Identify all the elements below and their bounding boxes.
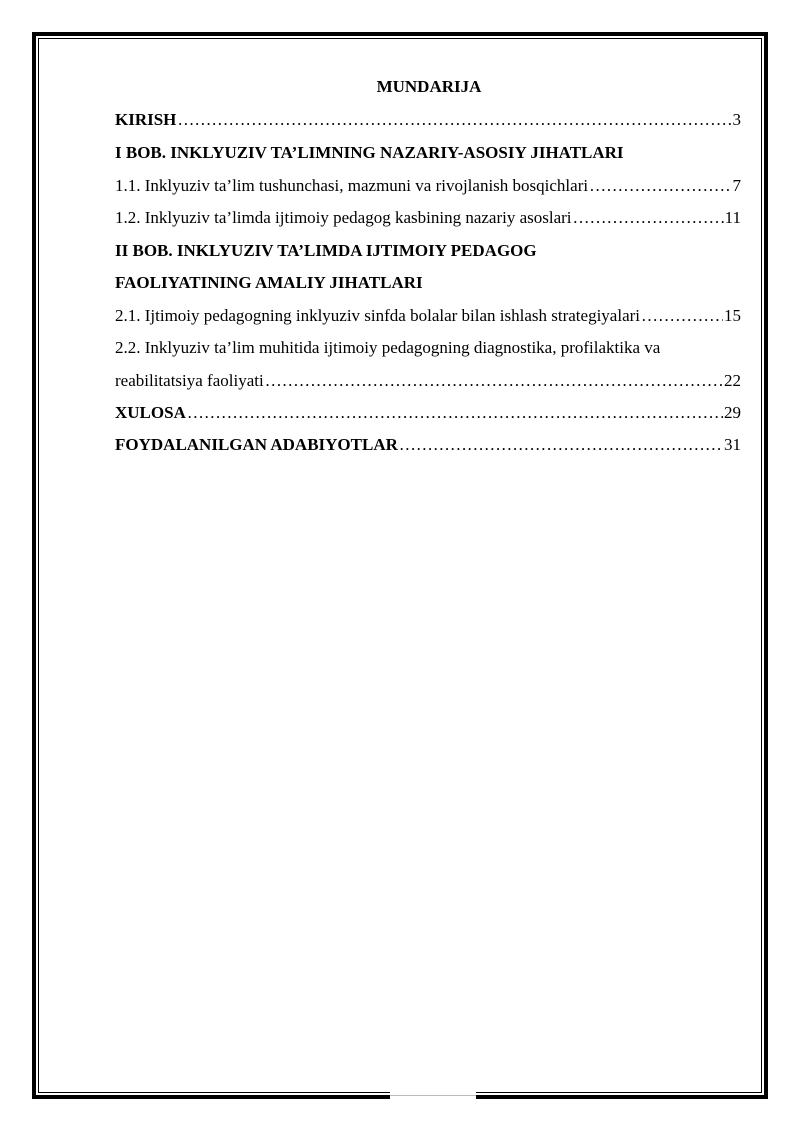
page-title: MUNDARIJA [376,77,482,96]
toc-chapter-2-line-1[interactable]: II BOB. INKLYUZIV TA’LIMDA IJTIMOIY PEDAGOG [115,241,537,260]
toc-chapter-2-line-2[interactable]: FAOLIYATINING AMALIY JIHATLARI [115,273,423,292]
toc-entry-page: 11 [724,208,741,227]
border-gap [390,1090,476,1102]
dot-leader [399,434,723,456]
toc-entry-label: 2.1. Ijtimoiy pedagogning inklyuziv sinfda bolalar bilan ishlash strategiyalari [115,306,640,325]
toc-entry-kirish[interactable] [115,109,741,131]
dot-leader [265,370,723,392]
toc-entry-page: 22 [724,371,741,390]
toc-entry-adabiyotlar[interactable] [115,434,741,456]
dot-leader [573,207,724,229]
border-gap-line [390,1095,476,1096]
toc-entry-2-1[interactable] [115,305,741,327]
toc-entry-xulosa[interactable] [115,402,741,424]
toc-entry-label: FOYDALANILGAN ADABIYOTLAR [115,435,398,454]
dot-leader [177,109,731,131]
toc-entry-2-2-line-1[interactable]: 2.2. Inklyuziv ta’lim muhitida ijtimoiy pedagogning diagnostika, profilaktika va [115,338,661,357]
toc-entry-page: 3 [732,110,741,129]
toc-entry-1-1[interactable] [115,175,741,197]
toc-entry-page: 15 [724,306,741,325]
toc-entry-label: XULOSA [115,403,186,422]
toc-entry-1-2[interactable] [115,207,741,229]
dot-leader [187,402,723,424]
toc-entry-label: 1.2. Inklyuziv ta’limda ijtimoiy pedagog kasbining nazariy asoslari [115,208,572,227]
dot-leader [589,175,731,197]
toc-entry-2-2[interactable] [115,370,741,392]
toc-entry-page: 7 [732,176,741,195]
toc-entry-label: KIRISH [115,110,177,129]
toc-entry-label: 1.1. Inklyuziv ta’lim tushunchasi, mazmuni va rivojlanish bosqichlari [115,176,589,195]
toc-entry-label: reabilitatsiya faoliyati [115,371,264,390]
dot-leader [641,305,723,327]
toc-entry-page: 31 [724,435,741,454]
toc-entry-page: 29 [724,403,741,422]
toc-chapter-1[interactable]: I BOB. INKLYUZIV TA’LIMNING NAZARIY-ASOSIY JIHATLARI [115,143,624,162]
